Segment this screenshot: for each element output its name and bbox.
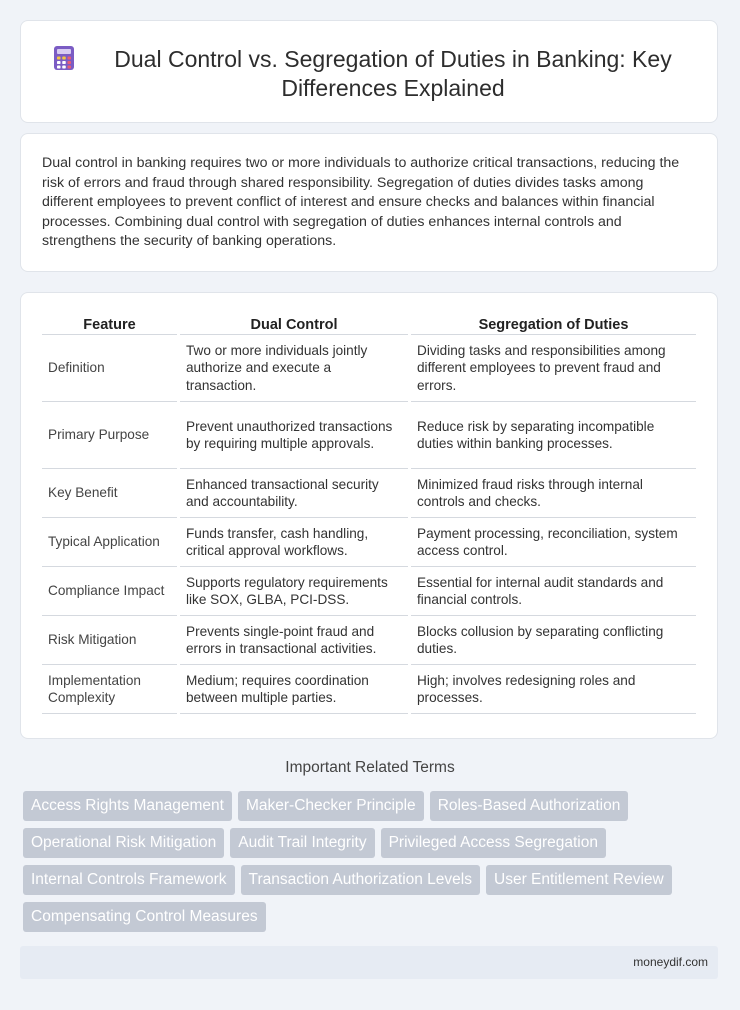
- dual-control-cell: Supports regulatory requirements like SOX, GLBA, PCI-DSS.: [180, 567, 408, 616]
- feature-cell: Typical Application: [42, 518, 177, 567]
- related-term-tag[interactable]: Operational Risk Mitigation: [23, 828, 224, 858]
- related-terms-heading: Important Related Terms: [285, 759, 455, 776]
- segregation-cell: High; involves redesigning roles and processes.: [411, 665, 696, 714]
- segregation-cell: Minimized fraud risks through internal controls and checks.: [411, 469, 696, 518]
- table-header-row: [42, 311, 696, 335]
- related-term-tag[interactable]: Roles-Based Authorization: [430, 791, 629, 821]
- segregation-cell: Payment processing, reconciliation, system access control.: [411, 518, 696, 567]
- segregation-cell: Essential for internal audit standards and financial controls.: [411, 567, 696, 616]
- dual-control-cell: Prevent unauthorized transactions by requiring multiple approvals.: [180, 402, 408, 469]
- footer: [20, 946, 718, 979]
- feature-cell: Key Benefit: [42, 469, 177, 518]
- column-header: Dual Control: [180, 311, 408, 335]
- related-term-tag[interactable]: Compensating Control Measures: [23, 902, 266, 932]
- segregation-cell: Dividing tasks and responsibilities among different employees to prevent fraud and errors.: [411, 335, 696, 402]
- table-row: [42, 469, 696, 518]
- related-term-tag[interactable]: User Entitlement Review: [486, 865, 672, 895]
- table-row: [42, 616, 696, 665]
- related-term-tag[interactable]: Transaction Authorization Levels: [241, 865, 480, 895]
- dual-control-cell: Prevents single-point fraud and errors in transactional activities.: [180, 616, 408, 665]
- header-card: [20, 20, 718, 123]
- related-term-tag[interactable]: Audit Trail Integrity: [230, 828, 374, 858]
- related-terms-list: [23, 791, 723, 932]
- table-row: [42, 335, 696, 402]
- table-row: [42, 402, 696, 469]
- related-term-tag[interactable]: Internal Controls Framework: [23, 865, 235, 895]
- intro-card: [20, 133, 718, 272]
- dual-control-cell: Enhanced transactional security and accountability.: [180, 469, 408, 518]
- column-header: Feature: [42, 311, 177, 335]
- dual-control-cell: Medium; requires coordination between multiple parties.: [180, 665, 408, 714]
- segregation-cell: Blocks collusion by separating conflicting duties.: [411, 616, 696, 665]
- table-row: [42, 518, 696, 567]
- table-row: [42, 567, 696, 616]
- feature-cell: Primary Purpose: [42, 402, 177, 469]
- related-term-tag[interactable]: Access Rights Management: [23, 791, 232, 821]
- feature-cell: Compliance Impact: [42, 567, 177, 616]
- site-name[interactable]: moneydif.com: [633, 955, 708, 969]
- segregation-cell: Reduce risk by separating incompatible duties within banking processes.: [411, 402, 696, 469]
- dual-control-cell: Two or more individuals jointly authorize and execute a transaction.: [180, 335, 408, 402]
- comparison-table-card: [20, 292, 718, 739]
- feature-cell: Definition: [42, 335, 177, 402]
- intro-text: Dual control in banking requires two or more individuals to authorize critical transactions, reducing the risk of errors and fraud through shared responsibility. Segregation of duties divides tasks among different employees to prevent conflict of interest and ensure checks and balances within financial processes. Combining dual control with segregation of duties enhances internal controls and strengthens the security of banking operations.: [42, 155, 680, 249]
- page-title: Dual Control vs. Segregation of Duties in Banking: Key Differences Explained: [114, 46, 672, 101]
- related-term-tag[interactable]: Maker-Checker Principle: [238, 791, 424, 821]
- comparison-table: [39, 311, 699, 714]
- feature-cell: Implementation Complexity: [42, 665, 177, 714]
- calculator-icon: [51, 45, 77, 71]
- table-row: [42, 665, 696, 714]
- column-header: Segregation of Duties: [411, 311, 696, 335]
- feature-cell: Risk Mitigation: [42, 616, 177, 665]
- dual-control-cell: Funds transfer, cash handling, critical approval workflows.: [180, 518, 408, 567]
- related-term-tag[interactable]: Privileged Access Segregation: [381, 828, 606, 858]
